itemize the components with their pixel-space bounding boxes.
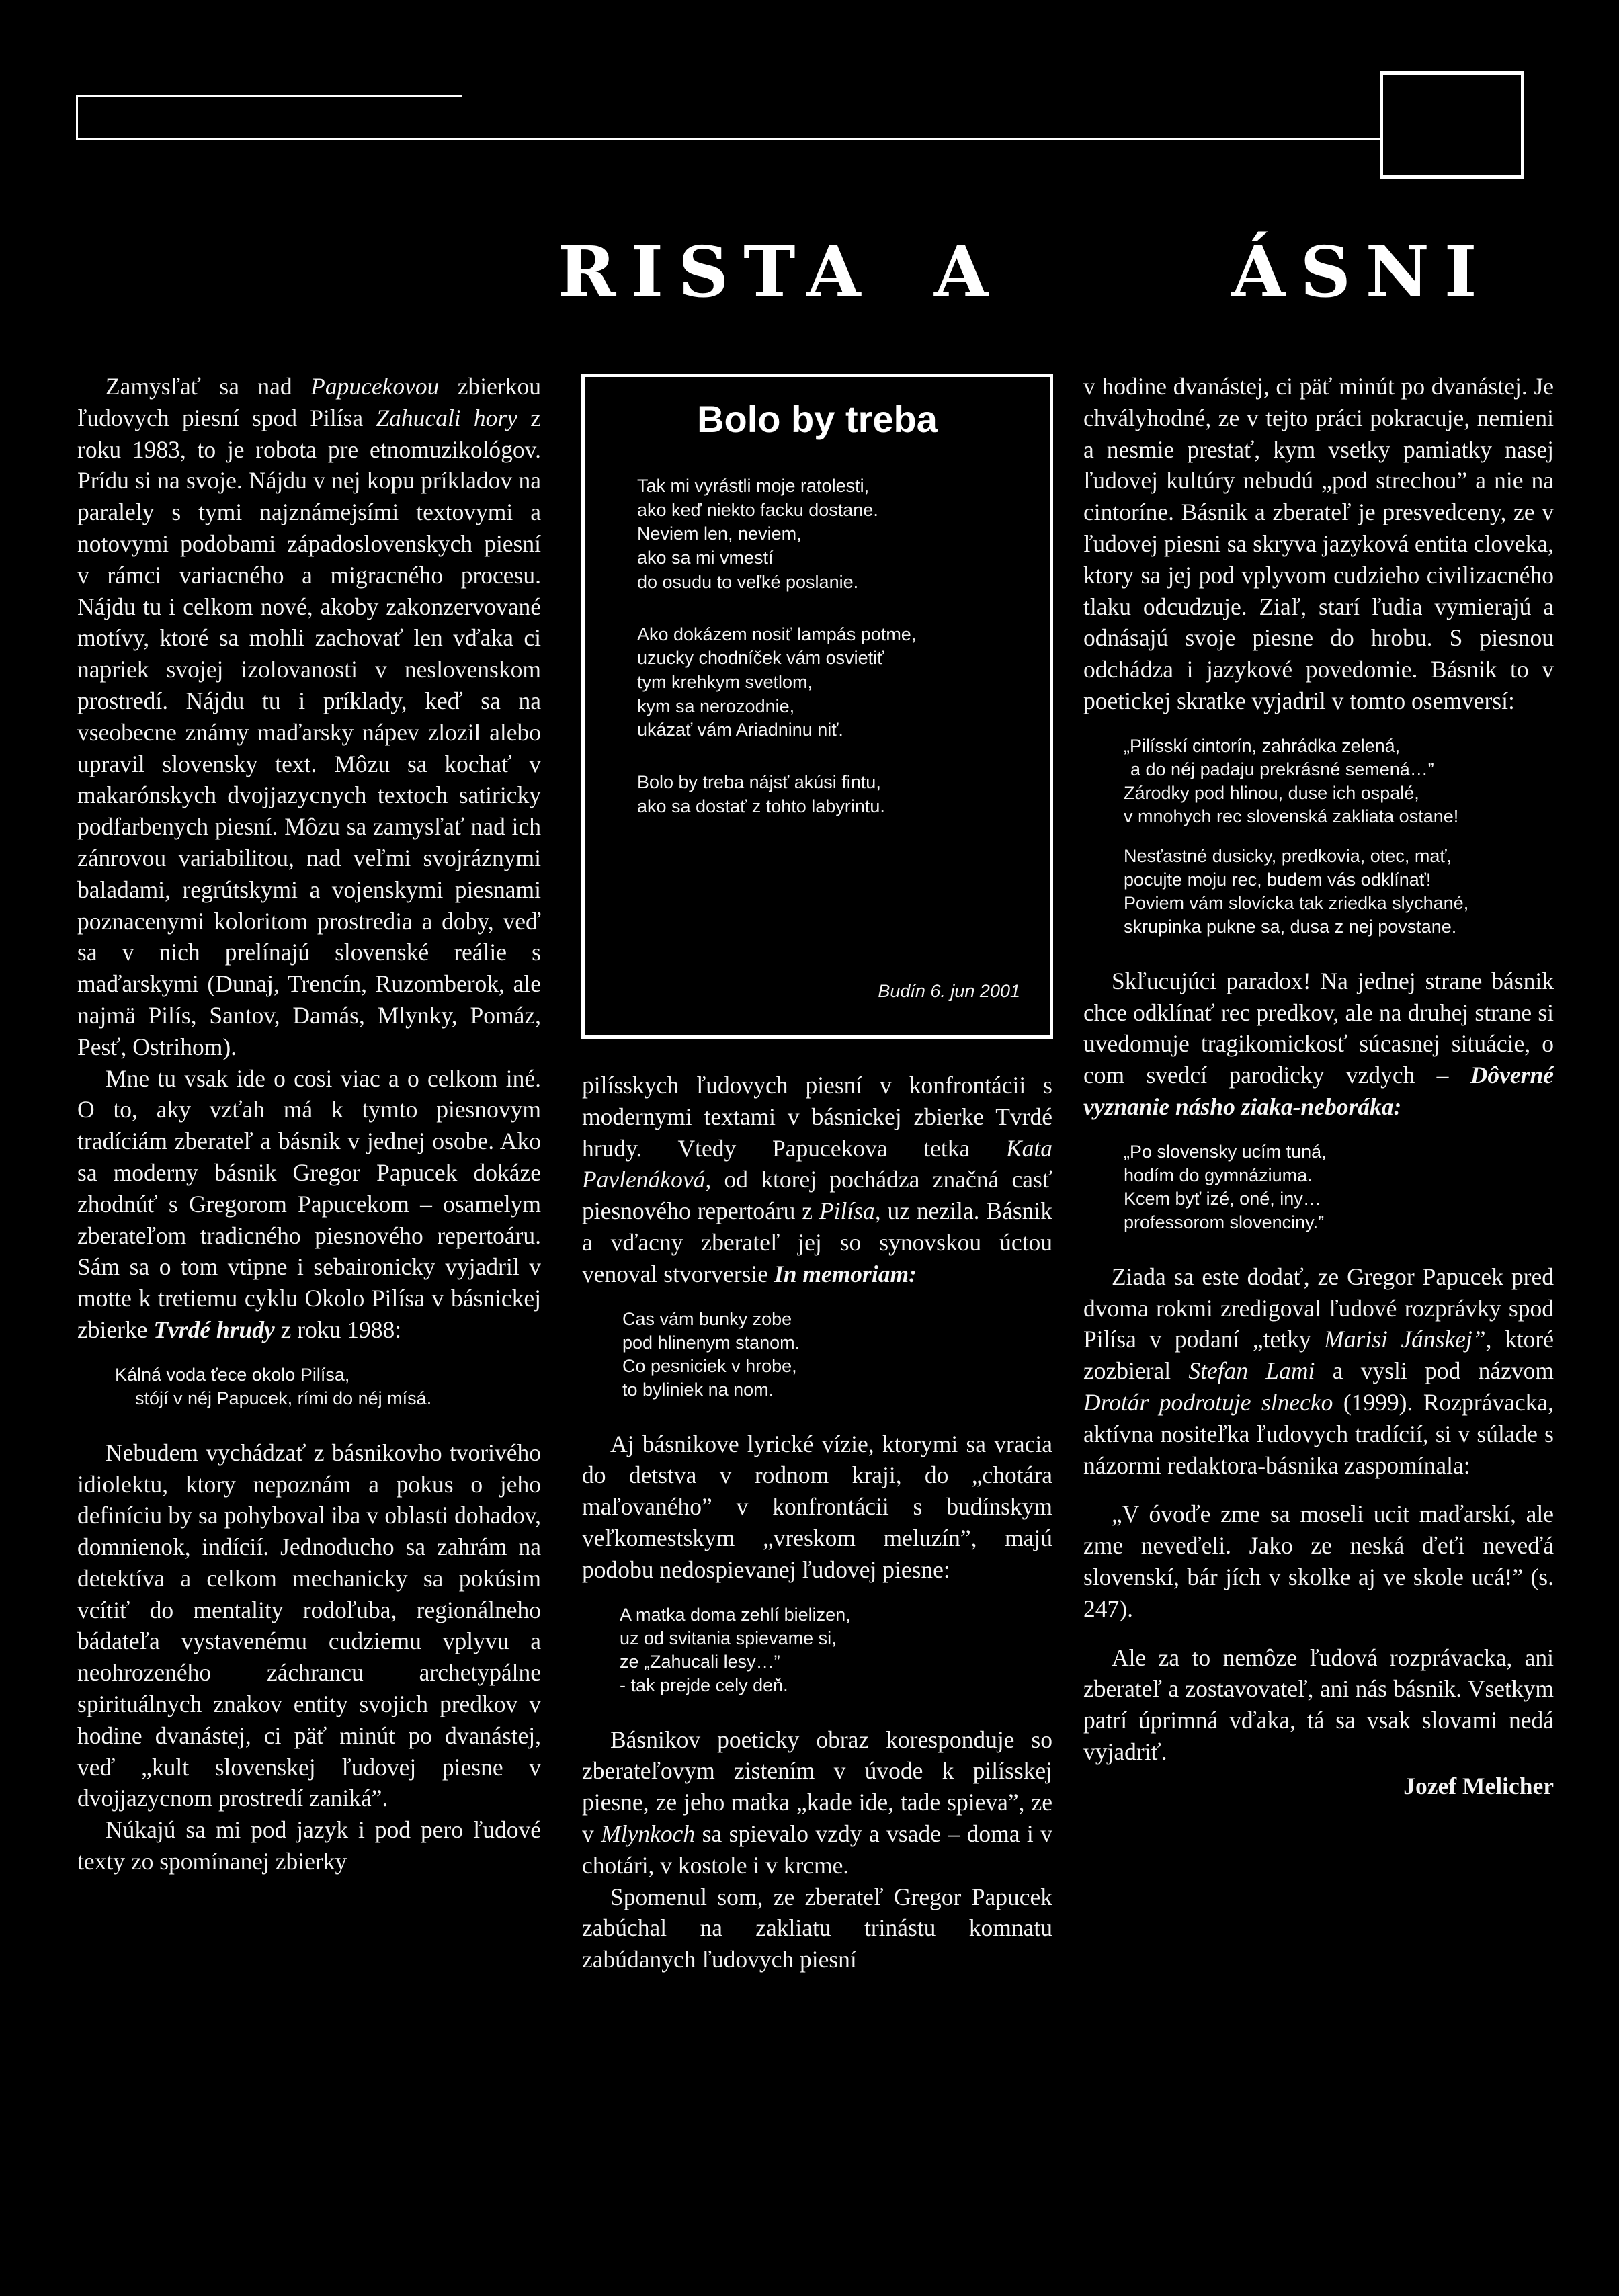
poem-box-title: Bolo by treba <box>697 398 938 440</box>
paragraph: Núkajú sa mi pod jazyk i pod pero ľudové texty zo spomínanej zbierky <box>77 1816 541 1875</box>
paragraph: Zamysľať sa nad Papucekovou zbierkou ľudovych piesní spod Pilísa Zahucali hory z roku 1983, to je robota pre etnomuzikológov. Prídu si na svoje. Nájdu v nej kopu príkladov na paralely s tymi najznámejsími textovymi a notovymi podobami západoslovenskych piesní v rámci variacného a migracného procesu. Nájdu tu i celkom nové, akoby zakonzervované motívy, ktoré sa mohli zachovať len vďaka ci napriek svojej izolovanosti v neslovenskom prostredí. Nájdu tu i príklady, keď sa na vseobecne známy maďarsky nápev zlozil alebo upravil slovensky text. Môzu sa kochať v makarónskych dvojjazycnych textoch satiricky podfarbenych piesní. Môzu sa zamysľať nad ich zánrovou variabilitou, nad veľmi svojráznymi baladami, regrútskymi a vojenskymi piesnami poznacenymi koloritom prostredia a doby, veď sa v nich prelínajú slovenské reálie s maďarskymi (Dunaj, Trencín, Ruzomberok, ale najmä Pilís, Santov, Damás, Mlynky, Pomáz, Pesť, Ostrihom). <box>77 373 542 1060</box>
column-middle <box>582 1070 1052 1975</box>
poem-box-stanzas: Tak mi vyrástli moje ratolesti, ako keď niekto facku dostane. Neviem len, neviem, ako sa mi vmestí do osudu to veľké poslanie. Ako dokázem nosiť lampás potme, uzucky chodníček vám osvietiť tym krehkym svetlom, kym sa nerozodnie, ukázať vám Ariadninu niť. Bolo by treba nájsť akúsi fintu, ako sa dostať z tohto labyrintu. <box>637 476 917 816</box>
top-rule <box>77 95 462 97</box>
page-title-part-3: ÁSNI <box>1231 230 1492 313</box>
motto-quote: Kálná voda ťece okolo Pilísa, stójí v néj Papucek, rími do néj mísá. <box>115 1364 432 1408</box>
column-right <box>1083 371 1554 1802</box>
narrator-quote: „V óvoďe zme sa moseli ucit maďarskí, ale zme neveďeli. Jako ze neská ďeťi neveďá slovenskí, bár jích v skolke aj ve skole ucá!” (s. 247). <box>1083 1500 1554 1622</box>
paragraph: Spomenul som, ze zberateľ Gregor Papucek zabúchal na zakliatu trinástu komnatu zabúdanych ľudovych piesní <box>582 1883 1052 1973</box>
paragraph: Ale za to nemôze ľudová rozprávacka, ani zberateľ a zostavovateľ, ani nás básnik. Vsetkym patrí úprimná vďaka, tá sa vsak slovami nedá vyjadriť. <box>1083 1644 1554 1765</box>
poem-student: „Po slovensky ucím tuná, hodím do gymnáziuma. Kcem byť izé, oné, iny… professorom slovenciny.” <box>1124 1141 1327 1232</box>
paragraph: Básnikov poeticky obraz koresponduje so zberateľovym zistením v úvode k pilísskej piesne, ze jeho matka „kade ide, tade spieva”, ze v Mlynkoch sa spievalo vzdy a vsade – doma i v chotári, v kostole i v krcme. <box>582 1726 1053 1879</box>
paragraph: Ziada sa este dodať, ze Gregor Papucek pred dvoma rokmi zredigoval ľudové rozprávky spod Pilísa v podaní „tetky Marisi Jánskej”, ktoré zozbieral Stefan Lami a vysli pod názvom Drotár podrotuje slnecko (1999). Rozprávacka, aktívna nositeľka ľudovych tradícií, si v súlade s názormi redaktora-básnika zaspomínala: <box>1083 1263 1554 1479</box>
corner-box-right <box>1521 71 1524 179</box>
corner-box-top <box>1380 71 1524 75</box>
author-signature: Jozef Melicher <box>1403 1772 1554 1799</box>
poem-cemetery: „Pilísskí cintorín, zahrádka zelená, a do néj padaju prekrásné semená…” Zárodky pod hlinou, duse ich ospalé, v mnohych rec slovenská zakliata ostane! Nesťastné dusicky, predkovia, otec, mať, pocujte moju rec, budem vás odklínať! Poviem vám slovícka tak zriedka slychané, skrupinka pukne sa, dusa z nej povstane. <box>1124 735 1469 937</box>
corner-box-left <box>1380 71 1383 179</box>
paragraph: Nebudem vychádzať z básnikovho tvorivého idiolektu, ktory nepoznám a pokus o jeho definíciu by sa pohyboval iba v oblasti dohadov, domnienok, indícií. Jednoducho sa zahrám na detektíva a celkom mechanicky sa pokúsim vcítiť do mentality rodoľuba, regionálneho bádateľa vystavenému cudziemu vplyvu a neohrozeného záchrancu archetypálne spirituálnych znakov entity svojich predkov v hodine dvanástej, ci päť minút po dvanástej, veď „kult slovenskej ľudovej piesne v dvojjazycnom prostredí zaniká”. <box>77 1439 541 1812</box>
paragraph: pilísskych ľudovych piesní v konfrontácii s modernymi textami v básnickej zbierke Tvrdé hrudy. Vtedy Papucekova tetka Kata Pavlenáková, od ktorej pochádza značná casť piesnového repertoáru z Pilísa, uz nezila. Básnik a vďacny zberateľ jej so synovskou úctou venoval stvorversie In memoriam: <box>582 1072 1052 1287</box>
paragraph: Skľucujúci paradox! Na jednej strane básnik chce odklínať rec predkov, ale na druhej strane si uvedomuje tragikomickosť súcasnej situácie, o com svedcí parodicky vzdych – Dôverné vyznanie násho ziaka-neboráka: <box>1083 967 1554 1120</box>
poem-in-memoriam: Cas vám bunky zobe pod hlinenym stanom. Co pesniciek v hrobe, to byliniek na nom. <box>622 1308 800 1400</box>
column-left <box>77 371 541 1877</box>
paragraph: v hodine dvanástej, ci päť minút po dvanástej. Je chvályhodné, ze v tejto práci pokracuje, nemieni a nesmie prestať, kym vsetky pamiatky nasej ľudovej kultúry nebudú „pod strechou” a nie na cintoríne. Básnik a zberateľ je presvedceny, ze v ľudovej piesni sa skryva jazyková entita cloveka, ktory sa jej pod vplyvom cudzieho civilizacného tlaku odcudzuje. Ziaľ, starí ľudia vymierajú a odnásajú svoje piesne do hrobu. S piesnou odchádza i jazykové povedomie. Básnik to v poetickej skratke vyjadril v tomto osemversí: <box>1083 373 1554 714</box>
page-title-part-2: A <box>934 230 1003 313</box>
paragraph: Mne tu vsak ide o cosi viac a o celkom iné. O to, aky vzťah má k tymto piesnovym tradíciám zberateľ a básnik v jednej osobe. Ako sa moderny básnik Gregor Papucek dokáze zhodnúť s Gregorom Papucekom – osamelym zberateľom tradicného piesnového repertoáru. Sám sa o tom vtipne i sebaironicky vyjadril v motte k tretiemu cyklu Okolo Pilísa v básnickej zbierke Tvrdé hrudy z roku 1988: <box>77 1064 541 1343</box>
poem-box-date: Budín 6. jun 2001 <box>878 981 1020 1001</box>
corner-box-bottom <box>1380 175 1524 179</box>
page-title-part-1: RISTA <box>558 230 876 313</box>
poem-folk-song: A matka doma zehlí bielizen, uz od svitania spievame si, ze „Zahucali lesy…” - tak prejde cely deň. <box>620 1604 851 1695</box>
poem-box <box>581 374 1053 1039</box>
left-frame-edge <box>76 95 78 140</box>
bottom-frame-rule <box>76 138 1383 140</box>
paragraph: Aj básnikove lyrické vízie, ktorymi sa vracia do detstva v rodnom kraji, do „chotára maľovaného” v konfrontácii s budínskym veľkomestskym „vreskom meluzín”, majú podobu nedospievanej ľudovej piesne: <box>582 1430 1052 1583</box>
